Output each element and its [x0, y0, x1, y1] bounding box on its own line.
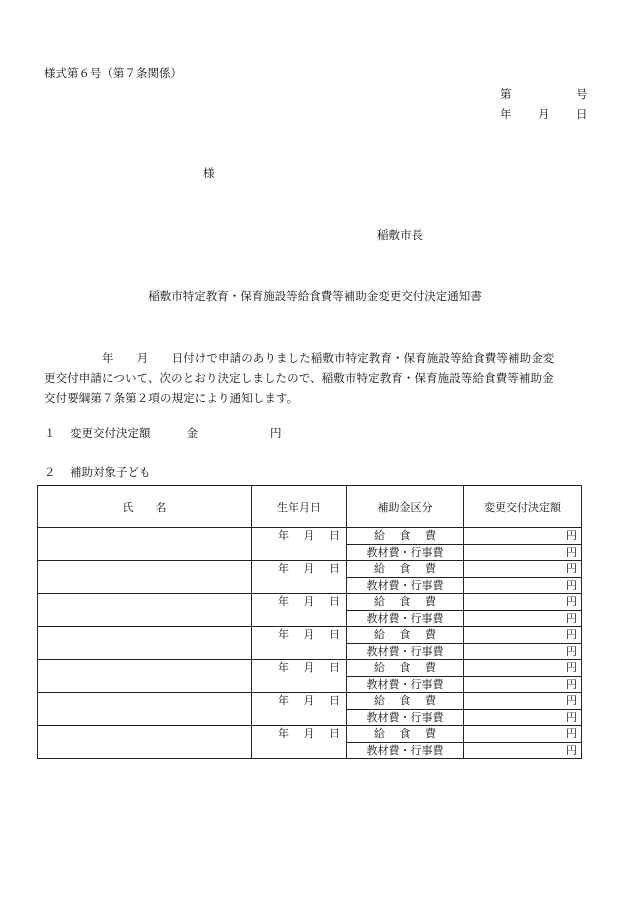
table-row [38, 561, 582, 578]
amount-cell[interactable]: 円 [464, 594, 582, 611]
item-label: 補助対象子ども [70, 465, 151, 479]
type-meal-cell: 給 食 費 [347, 693, 464, 710]
amount-cell[interactable]: 円 [464, 742, 582, 759]
dob-cell[interactable]: 年 月 日 [252, 528, 347, 561]
amount-cell[interactable]: 円 [464, 544, 582, 561]
table-row [38, 660, 582, 677]
dob-cell[interactable]: 年 月 日 [252, 660, 347, 693]
type-materials-cell: 教材費・行事費 [347, 742, 464, 759]
table-row [38, 528, 582, 545]
amount-cell[interactable]: 円 [464, 660, 582, 677]
header-type: 補助金区分 [347, 486, 464, 528]
item-change-amount [44, 428, 282, 440]
header-dob: 生年月日 [252, 486, 347, 528]
document-number-suffix: 号 [576, 87, 588, 101]
table-row [38, 693, 582, 710]
type-materials-cell: 教材費・行事費 [347, 577, 464, 594]
name-cell[interactable] [38, 693, 252, 726]
date-year-label: 年 [500, 107, 512, 121]
amount-unit: 円 [270, 426, 282, 440]
type-meal-cell: 給 食 費 [347, 594, 464, 611]
dob-cell[interactable]: 年 月 日 [252, 726, 347, 759]
type-meal-cell: 給 食 費 [347, 660, 464, 677]
dob-cell[interactable]: 年 月 日 [252, 561, 347, 594]
issuer-name: 稲敷市長 [377, 228, 423, 242]
recipient-honorific: 様 [203, 166, 215, 180]
name-cell[interactable] [38, 561, 252, 594]
table-header-row [38, 486, 582, 528]
type-meal-cell: 給 食 費 [347, 528, 464, 545]
amount-prefix: 金 [186, 426, 198, 440]
table-row [38, 594, 582, 611]
amount-cell[interactable]: 円 [464, 709, 582, 726]
date-day-label: 日 [576, 107, 588, 121]
type-materials-cell: 教材費・行事費 [347, 610, 464, 627]
amount-cell[interactable]: 円 [464, 577, 582, 594]
body-line: 更交付申請について、次のとおり決定しましたので、稲敷市特定教育・保育施設等給食費等補助金 [44, 371, 554, 385]
table-row [38, 627, 582, 644]
type-materials-cell: 教材費・行事費 [347, 676, 464, 693]
body-line: 交付要綱第７条第２項の規定により通知します。 [44, 391, 299, 405]
children-table [37, 485, 582, 759]
name-cell[interactable] [38, 528, 252, 561]
type-materials-cell: 教材費・行事費 [347, 544, 464, 561]
form-number: 様式第６号（第７条関係） [44, 66, 182, 80]
amount-cell[interactable]: 円 [464, 676, 582, 693]
header-amount: 変更交付決定額 [464, 486, 582, 528]
amount-cell[interactable]: 円 [464, 627, 582, 644]
type-meal-cell: 給 食 費 [347, 627, 464, 644]
amount-cell[interactable]: 円 [464, 643, 582, 660]
dob-cell[interactable]: 年 月 日 [252, 627, 347, 660]
name-cell[interactable] [38, 726, 252, 759]
body-paragraph [44, 348, 589, 408]
type-materials-cell: 教材費・行事費 [347, 643, 464, 660]
amount-cell[interactable]: 円 [464, 726, 582, 743]
table-row [38, 726, 582, 743]
document-title: 稲敷市特定教育・保育施設等給食費等補助金変更交付決定通知書 [148, 289, 482, 303]
dob-cell[interactable]: 年 月 日 [252, 594, 347, 627]
date-month-label: 月 [538, 107, 550, 121]
dob-cell[interactable]: 年 月 日 [252, 693, 347, 726]
body-line: 年 月 日付けで申請のありました稲敷市特定教育・保育施設等給食費等補助金変 [44, 351, 555, 365]
amount-cell[interactable]: 円 [464, 610, 582, 627]
name-cell[interactable] [38, 627, 252, 660]
name-cell[interactable] [38, 594, 252, 627]
item-label: 変更交付決定額 [70, 426, 151, 440]
type-meal-cell: 給 食 費 [347, 561, 464, 578]
amount-cell[interactable]: 円 [464, 561, 582, 578]
type-materials-cell: 教材費・行事費 [347, 709, 464, 726]
amount-cell[interactable]: 円 [464, 693, 582, 710]
header-name: 氏 名 [38, 486, 252, 528]
item-target-children [44, 467, 151, 479]
name-cell[interactable] [38, 660, 252, 693]
amount-cell[interactable]: 円 [464, 528, 582, 545]
document-number-label: 第 [500, 87, 512, 101]
item-number: ２ [44, 465, 56, 479]
item-number: １ [44, 426, 56, 440]
type-meal-cell: 給 食 費 [347, 726, 464, 743]
